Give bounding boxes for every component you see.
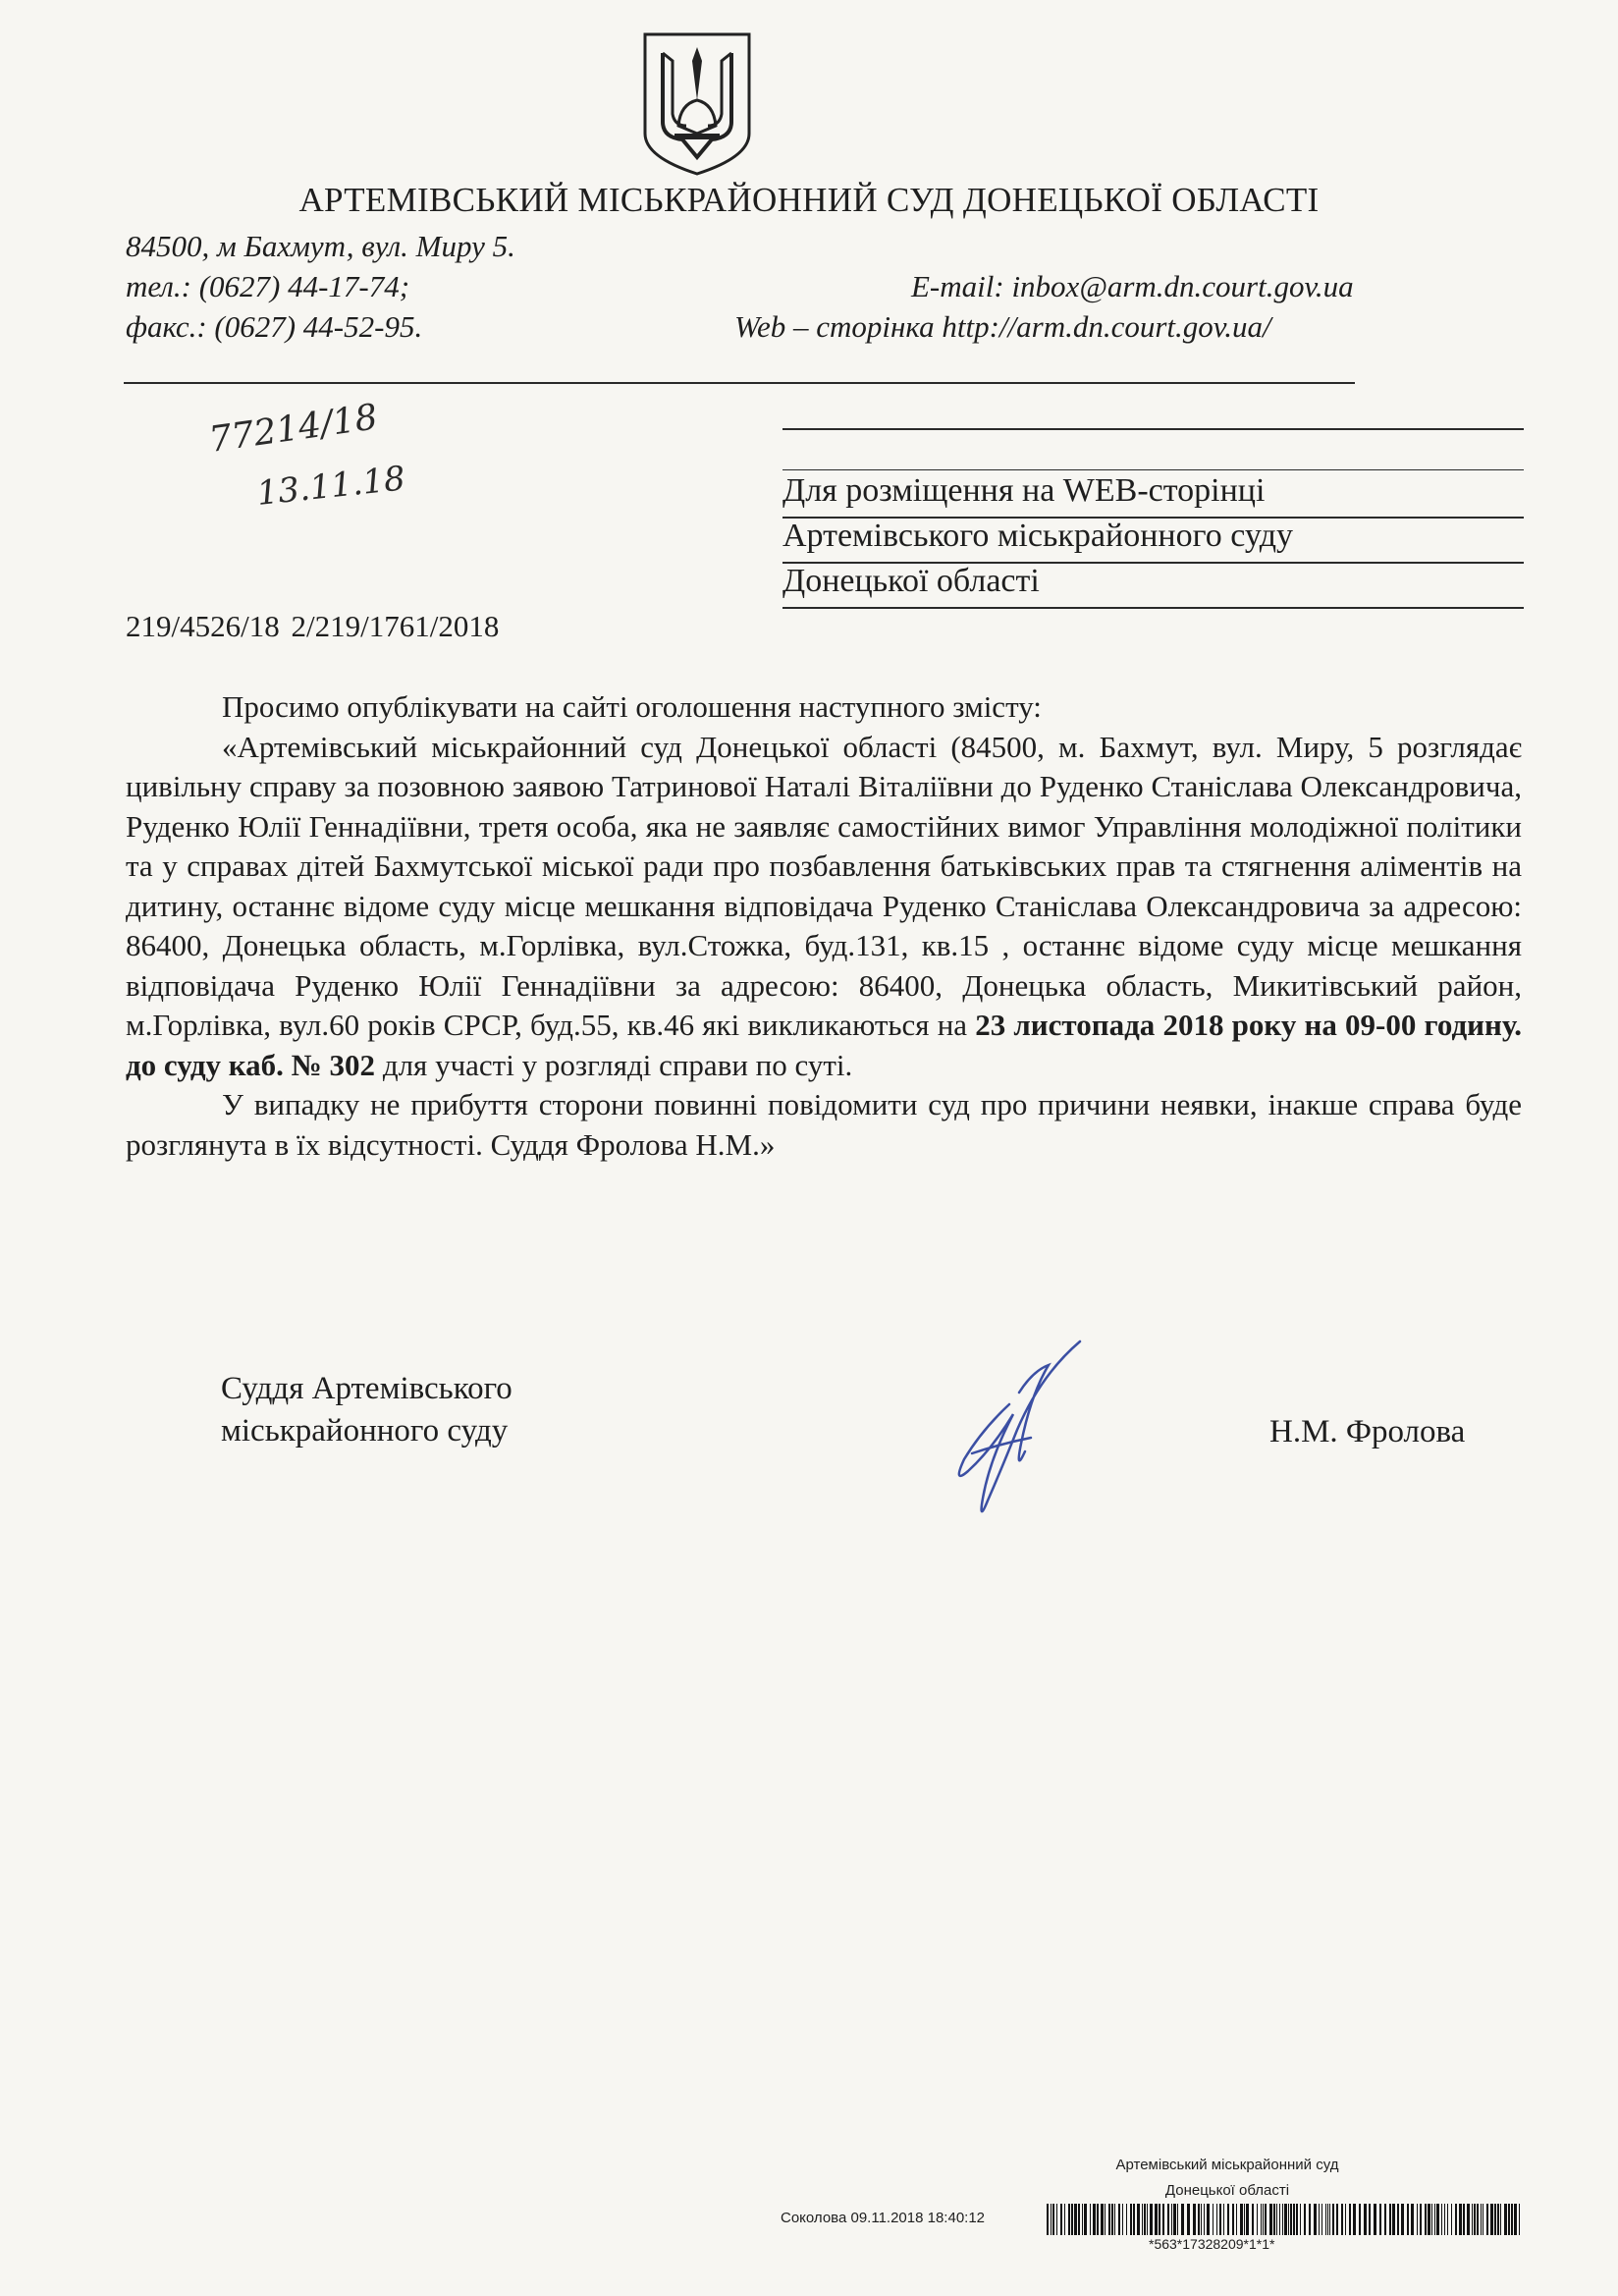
barcode-bar	[1397, 2204, 1399, 2235]
barcode-bar	[1108, 2204, 1110, 2235]
barcode-bar	[1420, 2204, 1422, 2235]
barcode-bar	[1105, 2204, 1106, 2235]
barcode-bar	[1341, 2204, 1343, 2235]
barcode-bar	[1133, 2204, 1135, 2235]
barcode-bar	[1052, 2204, 1054, 2235]
barcode-bar	[1126, 2204, 1127, 2235]
barcode-bar	[1353, 2204, 1356, 2235]
signature-label-line-2: міськрайонного суду	[221, 1413, 509, 1449]
barcode-bar	[1093, 2204, 1096, 2235]
barcode-bar	[1276, 2204, 1277, 2235]
barcode-bar	[1282, 2204, 1283, 2235]
barcode-bar	[1047, 2204, 1049, 2235]
barcode-bar	[1279, 2204, 1280, 2235]
barcode-bar	[1349, 2204, 1351, 2235]
coat-of-arms-icon	[641, 31, 753, 177]
announcement-text-2: для участі у розгляді справи по суті.	[375, 1047, 853, 1082]
judge-name: Н.М. Фролова	[1269, 1414, 1466, 1449]
barcode-bar	[1508, 2204, 1510, 2235]
court-website: Web – сторінка http://arm.dn.court.gov.ua/	[734, 309, 1271, 344]
barcode-bar	[1142, 2204, 1143, 2235]
barcode-bar	[1490, 2204, 1493, 2235]
barcode-bar	[1407, 2204, 1409, 2235]
handwritten-date: 13.11.18	[254, 459, 407, 514]
barcode-bar	[1240, 2204, 1243, 2235]
barcode-bar	[1122, 2204, 1123, 2235]
barcode-bar	[1090, 2204, 1091, 2235]
barcode-bar	[1500, 2204, 1501, 2235]
barcode-bar	[1219, 2204, 1221, 2235]
barcode-bar	[1417, 2204, 1418, 2235]
barcode-bar	[1084, 2204, 1087, 2235]
barcode-bar	[1379, 2204, 1381, 2235]
barcode-bar	[1173, 2204, 1176, 2235]
barcode	[1047, 2204, 1524, 2235]
barcode-bar	[1428, 2204, 1430, 2235]
barcode-bar	[1345, 2204, 1346, 2235]
barcode-number: *563*17328209*1*1*	[1149, 2236, 1275, 2252]
barcode-bar	[1236, 2204, 1237, 2235]
barcode-bar	[1207, 2204, 1210, 2235]
barcode-bar	[1162, 2204, 1164, 2235]
destination-line-3: Донецької області	[782, 563, 1040, 599]
barcode-bar	[1300, 2204, 1301, 2235]
barcode-bar	[1434, 2204, 1435, 2235]
barcode-bar	[1147, 2204, 1148, 2235]
barcode-bar	[1455, 2204, 1457, 2235]
barcode-bar	[1288, 2204, 1289, 2235]
barcode-bar	[1181, 2204, 1184, 2235]
barcode-bar	[1497, 2204, 1499, 2235]
barcode-bar	[1068, 2204, 1070, 2235]
warning-paragraph: У випадку не прибуття сторони повинні повідомити суд про причини неявки, інакше справа буде розглянута в їх відсутності. Суддя Фролова Н.М.»	[126, 1087, 1522, 1162]
barcode-bar	[1486, 2204, 1488, 2235]
destination-line-1: Для розміщення на WEB-сторінці	[782, 472, 1266, 509]
barcode-bar	[1329, 2204, 1330, 2235]
destination-rule-5	[782, 607, 1524, 609]
court-email: E-mail: inbox@arm.dn.court.gov.ua	[911, 269, 1354, 303]
barcode-bar	[1459, 2204, 1462, 2235]
barcode-bar	[1451, 2204, 1452, 2235]
court-address: 84500, м Бахмут, вул. Миру 5.	[126, 229, 515, 263]
barcode-bar	[1155, 2204, 1158, 2235]
barcode-bar	[1144, 2204, 1146, 2235]
stamp-court-line-1: Артемівський міськрайонний суд	[1115, 2157, 1339, 2173]
barcode-bar	[1519, 2204, 1520, 2235]
header-divider	[124, 382, 1355, 384]
barcode-bar	[1167, 2204, 1169, 2235]
barcode-bar	[1051, 2204, 1052, 2235]
barcode-bar	[1425, 2204, 1427, 2235]
case-numbers: 219/4526/18 2/219/1761/2018	[126, 609, 500, 643]
barcode-bar	[1101, 2204, 1104, 2235]
barcode-bar	[1193, 2204, 1196, 2235]
barcode-bar	[1444, 2204, 1445, 2235]
stamp-clerk-timestamp: Соколова 09.11.2018 18:40:12	[781, 2210, 986, 2226]
barcode-bar	[1056, 2204, 1057, 2235]
barcode-bar	[1244, 2204, 1245, 2235]
stamp-court-line-2: Донецької області	[1164, 2182, 1290, 2199]
barcode-bar	[1137, 2204, 1140, 2235]
barcode-bar	[1216, 2204, 1217, 2235]
barcode-bar	[1336, 2204, 1338, 2235]
barcode-bar	[1477, 2204, 1479, 2235]
hearing-date-time: 23 листопада 2018 року на 09-00 годину. до суду каб. № 302	[126, 1008, 1523, 1082]
barcode-bar	[1201, 2204, 1202, 2235]
announcement-text-1: «Артемівський міськрайонний суд Донецької області (84500, м. Бахмут, вул. Миру, 5 розглядає цивільну справу за позовною заявою Татринової Наталі Віталіївни до Руденко Станіслава Олександровича, Руденко Юлії Геннадіївни, третя особа, яка не заявляє самостійних вимог Управління молодіжної політики та у справах дітей Бахмутської міської ради про позбавлення батьківських прав та стягнення аліментів на дитину, останнє відоме суду місце мешкання відповідача Руденко Станіслава Олександровича за адресою: 86400, Донецька область, м.Горлівка, вул.Стожка, буд.131, кв.15 , останнє відоме суду місце мешкання відповідача Руденко Юлії Геннадіївни за адресою: 86400, Донецька область, Микитівський район, м.Горлівка, вул.60 років СРСР, буд.55, кв.46 які викликаються на	[126, 729, 1522, 1042]
barcode-bar	[1472, 2204, 1473, 2235]
barcode-bar	[1097, 2204, 1099, 2235]
barcode-bar	[1467, 2204, 1470, 2235]
barcode-bar	[1296, 2204, 1298, 2235]
barcode-bar	[1082, 2204, 1083, 2235]
barcode-bar	[1213, 2204, 1214, 2235]
signature-label	[221, 1368, 512, 1452]
barcode-bar	[1263, 2204, 1264, 2235]
barcode-bar	[1319, 2204, 1320, 2235]
barcode-bar	[1150, 2204, 1153, 2235]
destination-line-2: Артемівського міськрайонного суду	[782, 518, 1294, 554]
barcode-bar	[1463, 2204, 1465, 2235]
handwritten-registration-mark	[201, 395, 407, 515]
barcode-bar	[1436, 2204, 1439, 2235]
barcode-bar	[1359, 2204, 1361, 2235]
barcode-bar	[1309, 2204, 1311, 2235]
barcode-bar	[1504, 2204, 1507, 2235]
handwritten-reg-number: 77214/18	[206, 397, 381, 461]
handwritten-signature	[923, 1336, 1090, 1532]
barcode-bar	[1494, 2204, 1496, 2235]
barcode-bar	[1232, 2204, 1234, 2235]
barcode-bar	[1071, 2204, 1073, 2235]
barcode-bar	[1481, 2204, 1482, 2235]
barcode-bar	[1327, 2204, 1328, 2235]
barcode-bar	[1064, 2204, 1065, 2235]
barcode-bar	[1401, 2204, 1404, 2235]
barcode-bar	[1431, 2204, 1432, 2235]
barcode-bar	[1411, 2204, 1414, 2235]
destination-rule-top	[782, 428, 1524, 430]
barcode-bar	[1284, 2204, 1287, 2235]
barcode-bar	[1332, 2204, 1334, 2235]
barcode-bar	[1114, 2204, 1115, 2235]
barcode-bar	[1364, 2204, 1367, 2235]
signature-label-line-1: Суддя Артемівського	[221, 1371, 512, 1406]
barcode-bar	[1252, 2204, 1254, 2235]
barcode-bar	[1511, 2204, 1513, 2235]
barcode-bar	[1441, 2204, 1442, 2235]
barcode-bar	[1474, 2204, 1476, 2235]
barcode-bar	[1325, 2204, 1326, 2235]
barcode-bar	[1389, 2204, 1391, 2235]
announcement-paragraph	[126, 728, 1522, 1086]
barcode-bar	[1514, 2204, 1517, 2235]
barcode-bar	[1273, 2204, 1275, 2235]
barcode-bar	[1111, 2204, 1113, 2235]
court-phone: тел.: (0627) 44-17-74;	[126, 269, 410, 303]
court-name-title: АРТЕМІВСЬКИЙ МІСЬКРАЙОННИЙ СУД ДОНЕЦЬКОЇ ОБЛАСТІ	[298, 181, 1320, 219]
barcode-bar	[1223, 2204, 1224, 2235]
barcode-bar	[1078, 2204, 1080, 2235]
barcode-bar	[1265, 2204, 1267, 2235]
barcode-bar	[1227, 2204, 1229, 2235]
barcode-bar	[1392, 2204, 1395, 2235]
barcode-bar	[1130, 2204, 1132, 2235]
barcode-bar	[1198, 2204, 1200, 2235]
announcement-body	[126, 687, 1522, 1165]
barcode-bar	[1314, 2204, 1317, 2235]
barcode-bar	[1171, 2204, 1172, 2235]
barcode-bar	[1257, 2204, 1258, 2235]
barcode-bar	[1074, 2204, 1077, 2235]
barcode-bar	[1374, 2204, 1376, 2235]
barcode-bar	[1369, 2204, 1371, 2235]
barcode-bar	[1261, 2204, 1262, 2235]
barcode-bar	[1384, 2204, 1386, 2235]
barcode-bar	[1290, 2204, 1292, 2235]
barcode-bar	[1159, 2204, 1160, 2235]
barcode-bar	[1321, 2204, 1322, 2235]
barcode-bar	[1293, 2204, 1295, 2235]
barcode-bar	[1187, 2204, 1190, 2235]
intro-paragraph: Просимо опублікувати на сайті оголошення наступного змісту:	[222, 689, 1042, 724]
destination-rule-2	[782, 469, 1524, 470]
barcode-bar	[1269, 2204, 1272, 2235]
court-fax: факс.: (0627) 44-52-95.	[126, 309, 423, 344]
barcode-bar	[1447, 2204, 1448, 2235]
barcode-bar	[1118, 2204, 1120, 2235]
barcode-bar	[1246, 2204, 1249, 2235]
barcode-bar	[1177, 2204, 1178, 2235]
barcode-bar	[1060, 2204, 1062, 2235]
barcode-bar	[1204, 2204, 1205, 2235]
barcode-bar	[1304, 2204, 1306, 2235]
